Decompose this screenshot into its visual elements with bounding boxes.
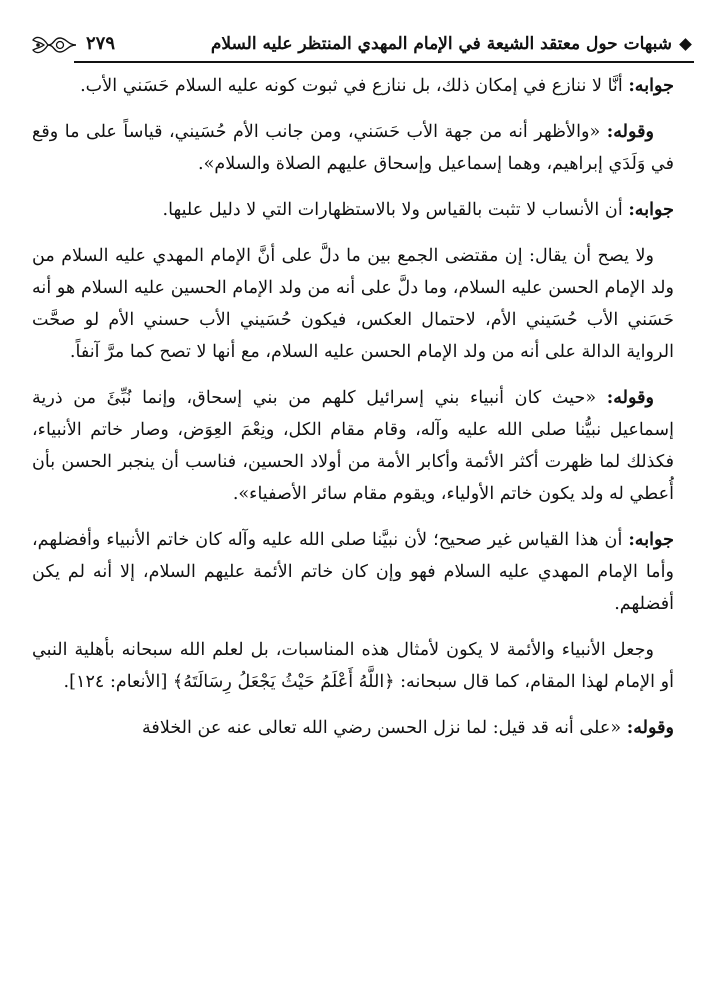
quote-paragraph	[32, 382, 674, 510]
paragraph-text: أنَّا لا ننازع في إمكان ذلك، بل ننازع في ثبوت كونه عليه السلام حَسَني الأب.	[80, 76, 629, 96]
running-title: شبهات حول معتقد الشيعة في الإمام المهدي المنتظر عليه السلام	[210, 34, 672, 54]
paragraph-label: وقوله:	[606, 387, 654, 408]
answer-paragraph	[32, 524, 674, 620]
page-header	[30, 30, 694, 64]
paragraph-label: وقوله:	[606, 121, 654, 142]
body-paragraph	[32, 240, 674, 368]
answer-paragraph	[32, 70, 674, 102]
paragraph-text: وجعل الأنبياء والأئمة لا يكون لأمثال هذه المناسبات، بل لعلم الله سبحانه بأهلية النبي أو الإمام لهذا المقام، كما قال سبحانه: ﴿اللَّهُ أَعْلَمُ حَيْثُ يَجْعَلُ رِسَالَتَهُ﴾ [الأنعام: ١٢٤].	[32, 640, 674, 692]
paragraph-text: أن الأنساب لا تثبت بالقياس ولا بالاستظهارات التي لا دليل عليها.	[162, 200, 629, 220]
diamond-icon	[679, 38, 692, 51]
answer-paragraph	[32, 194, 674, 226]
paragraph-label: وقوله:	[626, 717, 674, 738]
floral-ornament-icon	[30, 30, 78, 60]
page-body	[32, 70, 674, 758]
paragraph-label: جوابه:	[628, 75, 674, 96]
paragraph-label: جوابه:	[628, 199, 674, 220]
quote-paragraph	[32, 712, 674, 744]
quote-paragraph	[32, 116, 674, 180]
paragraph-text: «والأظهر أنه من جهة الأب حَسَني، ومن جانب الأم حُسَيني، قياساً على ما وقع في وَلَدَي إبراهيم، وهما إسماعيل وإسحاق عليهم الصلاة والسلام».	[32, 122, 674, 174]
header-rule	[74, 61, 694, 63]
page-number: ٢٧٩	[86, 33, 116, 54]
paragraph-text: أن هذا القياس غير صحيح؛ لأن نبيَّنا صلى الله عليه وآله كان خاتم الأنبياء وأفضلهم، وأما الإمام المهدي عليه السلام فهو وإن كان خاتم الأئمة عليهم السلام، إلا أنه لم يكن أفضلهم.	[32, 530, 674, 614]
paragraph-label: جوابه:	[628, 529, 674, 550]
body-paragraph	[32, 634, 674, 698]
paragraph-text: «على أنه قد قيل: لما نزل الحسن رضي الله تعالى عنه عن الخلافة	[141, 718, 627, 738]
paragraph-text: ولا يصح أن يقال: إن مقتضى الجمع بين ما دلَّ على أنَّ الإمام المهدي عليه السلام من ولد الإمام الحسن عليه السلام، وما دلَّ على أنه من ولد الإمام الحسين عليه السلام هو أنه حَسَني الأب حُسَيني الأم، لاحتمال العكس، فيكون حُسَيني الأب حسني الأم لو صحَّت الرواية الدالة على أنه من ولد الإمام الحسن عليه السلام، مع أنها لا تصح كما مرَّ آنفاً.	[32, 246, 674, 362]
paragraph-text: «حيث كان أنبياء بني إسرائيل كلهم من بني إسحاق، وإنما نُبِّئَ من ذرية إسماعيل نبيُّنا صلى الله عليه وآله، وقام مقام الكل، ونِعْمَ العِوَض، وصار خاتم الأنبياء، فكذلك لما ظهرت أكثر الأئمة وأكابر الأمة من أولاد الحسين، فناسب أن ينجبر الحسن بأن أُعطي له ولد يكون خاتم الأولياء، ويقوم مقام سائر الأصفياء».	[32, 388, 674, 504]
